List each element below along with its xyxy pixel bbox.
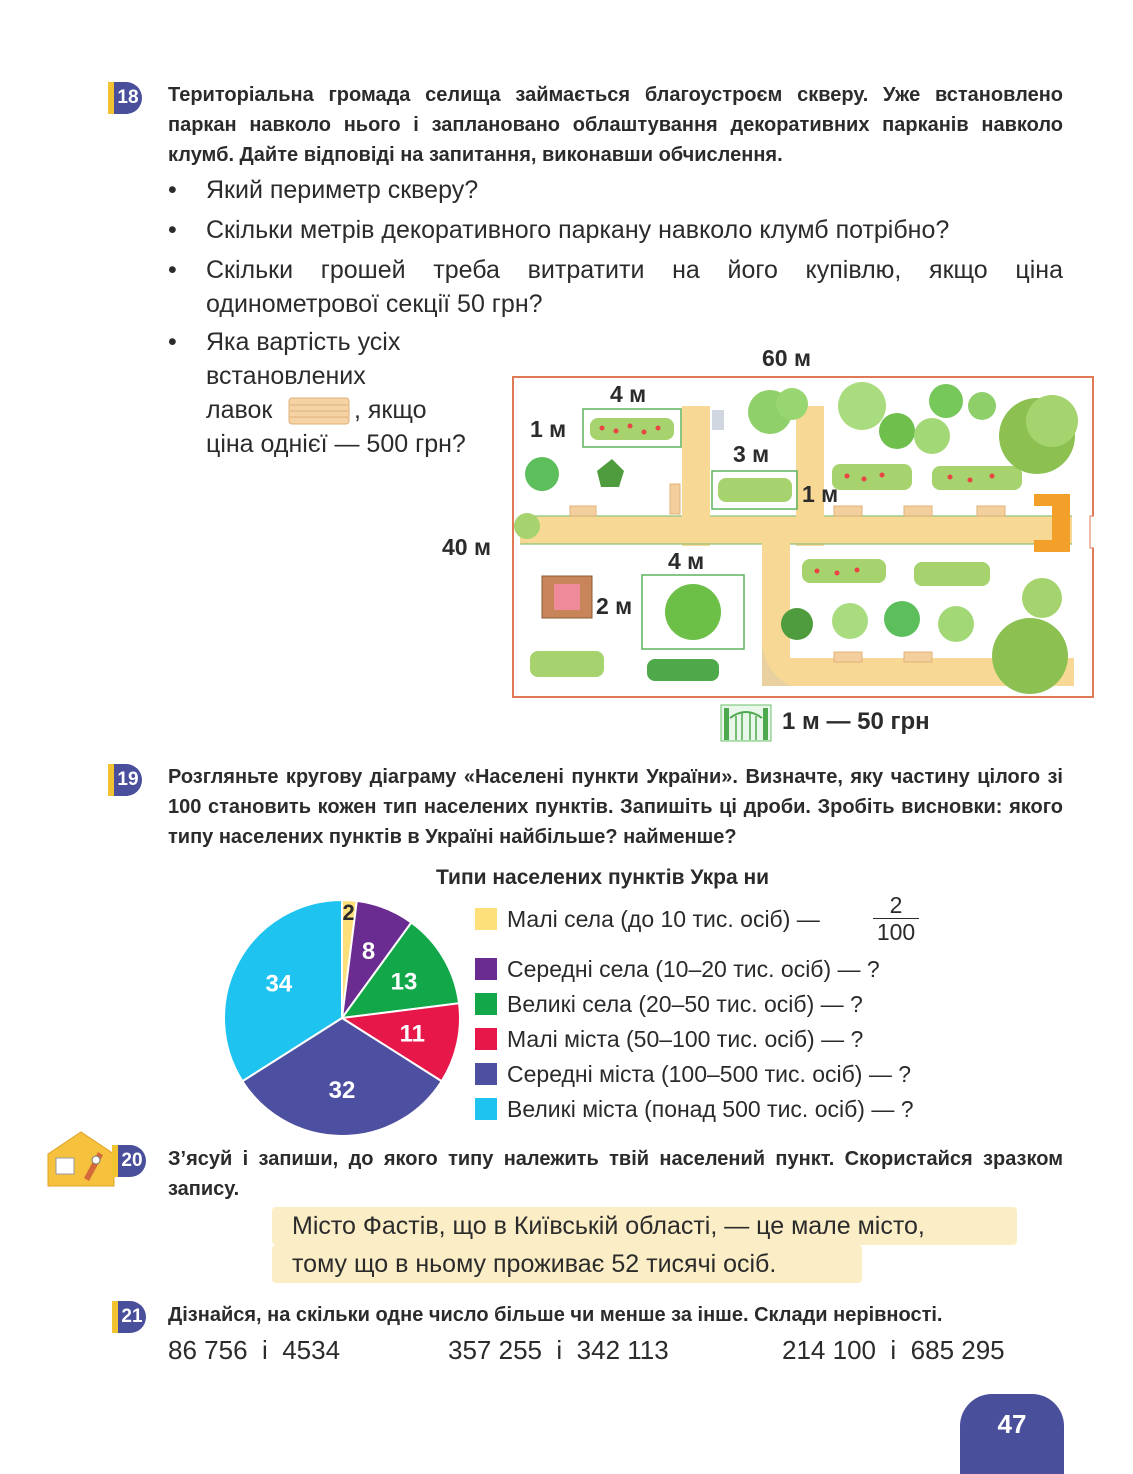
pie-slice-label-2: 13 [390,968,418,996]
legend-label: Середні села (10–20 тис. осіб) — ? [507,956,880,982]
fraction-denominator: 100 [876,919,916,945]
number-pair-1: 86 756 і 4534 [168,1335,341,1365]
gate-icon [720,704,772,742]
task-21-text: Дізнайся, на скільки одне число більше чи менше за інше. Склади нерівності. [168,1304,943,1326]
task-18-text: Територіальна громада селища займається благоустроєм скверу. Уже встановлено паркан навколо нього і заплановано облаштування декоративних парканів навколо клумб. Дайте відповіді на запитання, виконавши обчислення. [168,84,1063,166]
task-18-bullet-4: • Яка вартість усіх встановлених лавок , якщо ціна однієї — 500 грн? [168,325,508,465]
legend-swatch [475,1063,497,1085]
write-activity-icon [44,1128,118,1188]
legend-label: Великі села (20–50 тис. осіб) — ? [507,991,863,1017]
task-19-number: 19 [108,764,142,796]
bullet-text: Скільки грошей треба витратити на його купівлю, якщо ціна одинометрової секції 50 грн? [206,256,1063,318]
bullet4-line3a: лавок [206,396,273,424]
legend-swatch [475,993,497,1015]
bullet-text: Який периметр скверу? [206,176,479,204]
sample-line-1: Місто Фастів, що в Київській області, — це мале місто, [292,1212,925,1240]
bench-icon [288,396,350,426]
task-19-text: Розгляньте кругову діаграму «Населені пункти України». Визначте, яку частину цілого зі 100 становить кожен тип населених пунктів. Запишіть ці дроби. Зробіть висновки: якого типу населених пунктів в Україні найбільше? найменше? [168,766,1063,848]
task-18-bullet-1: • Який периметр скверу? [168,173,1063,207]
map-left-height-label: 40 м [442,534,491,560]
task-18-bullet-2: • Скільки метрів декоративного паркану навколо клумб потрібно? [168,213,1063,247]
task-21-number: 21 [112,1301,146,1333]
number-pair-2: 357 255 і 342 113 [448,1335,669,1365]
sample-record [272,1207,1017,1283]
sample-line-2: тому що в ньому проживає 52 тисячі осіб. [292,1250,777,1278]
fence-price-label: 1 м — 50 грн [782,708,930,735]
legend-swatch [475,1098,497,1120]
pie-chart [222,898,462,1138]
legend-swatch [475,908,497,930]
bullet4-line3b: , якщо [354,396,427,424]
legend-swatch [475,958,497,980]
pie-slice-label-5: 34 [265,970,293,998]
chart-title: Типи населених пунктів Укра ни [436,866,770,889]
legend-label: Великі міста (понад 500 тис. осіб) — ? [507,1096,914,1122]
bullet4-line2: встановлених [206,362,366,390]
bullet4-line1: Яка вартість усіх [206,328,401,356]
bullet-text: Скільки метрів декоративного паркану навколо клумб потрібно? [206,216,950,244]
bullet4-line4: ціна однієї — 500 грн? [206,430,466,458]
legend-label: Середні міста (100–500 тис. осіб) — ? [507,1061,912,1087]
legend-fraction [873,892,919,945]
fraction-numerator: 2 [873,892,919,919]
task-18-bullet-3: • Скільки грошей треба витратити на його купівлю, якщо ціна одинометрової секції 50 грн? [168,253,1063,323]
chart-legend [475,892,995,1128]
bed3-width-label: 4 м [668,548,705,574]
bed3-height-label: 2 м [596,593,633,619]
bed2-height-label: 1 м [802,481,839,507]
park-map [512,376,1094,698]
legend-label: Малі міста (50–100 тис. осіб) — ? [507,1026,864,1052]
bed1-height-label: 1 м [530,416,567,442]
pie-slice-label-3: 11 [399,1020,425,1048]
map-top-width-label: 60 м [762,345,811,371]
bed2-width-label: 3 м [733,441,770,467]
legend-label: Малі села (до 10 тис. осіб) — [507,906,820,932]
number-pair-3: 214 100 і 685 295 [782,1335,1005,1365]
pie-slice-label-0: 2 [342,900,355,926]
pie-slice-label-4: 32 [328,1077,356,1104]
page-number: 47 [960,1394,1064,1474]
legend-swatch [475,1028,497,1050]
bed1-width-label: 4 м [610,381,647,407]
task-18-number: 18 [108,82,142,114]
task-20-text: З’ясуй і запиши, до якого типу належить твій населений пункт. Скористайся зразком запису. [168,1148,1063,1200]
pie-slice-label-1: 8 [361,938,376,966]
task-20-number: 20 [112,1145,146,1177]
